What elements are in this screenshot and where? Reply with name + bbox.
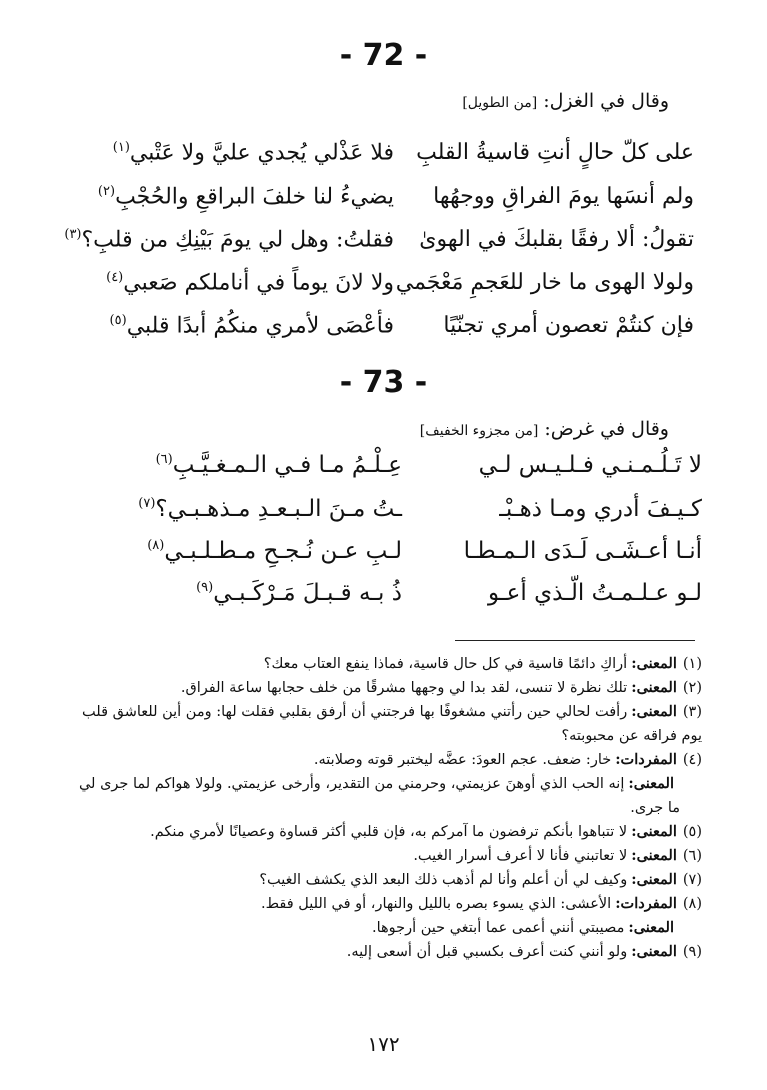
- hemistich-text: لـبِ عـن نُـجـحِ مـطـلـبـي: [164, 538, 402, 564]
- second-hemistich: [194, 580, 402, 606]
- footnote: [72, 820, 702, 844]
- footnote: [72, 868, 702, 892]
- verse-line: [72, 580, 702, 624]
- poem-number-73: - 73 -: [339, 365, 428, 400]
- footnote: [72, 652, 702, 676]
- footnote-key: المعنى:: [631, 847, 677, 864]
- second-hemistich: [111, 140, 394, 165]
- footnote: [72, 916, 702, 940]
- hemistich-text: عِـلْـمُ مـا فـي الـمـغـيَّـبِ: [172, 452, 402, 478]
- footnote-key: المفردات:: [615, 895, 677, 912]
- first-hemistich: كـيـفَ أدري ومـا ذهـبْـ: [499, 496, 702, 522]
- footnote: [72, 940, 702, 964]
- second-hemistich: [96, 184, 394, 209]
- footnote-key: المعنى:: [631, 679, 677, 696]
- footnote-key: المعنى:: [631, 943, 677, 960]
- footnote-key: المعنى:: [628, 775, 674, 792]
- verse-line: [72, 184, 694, 224]
- footnote-key: المعنى:: [628, 919, 674, 936]
- footnote: [72, 892, 702, 916]
- footnote-text: أراكِ دائمًا قاسية في كل حال قاسية، فماذا ينفع العتاب معك؟: [263, 656, 628, 672]
- footnote-text: خار: ضعف. عجم العودَ: عضَّه ليختبر قوته وصلابته.: [313, 752, 612, 768]
- first-hemistich: فإن كنتُمْ تعصون أمري تجنّيًا: [443, 313, 694, 338]
- footnote-marker: (٥): [109, 313, 127, 328]
- second-hemistich: [108, 313, 394, 338]
- footnote-number: (٩): [682, 944, 702, 960]
- intro-text: وقال في الغزل:: [543, 90, 669, 112]
- hemistich-text: فقلتُ: وهل لي يومَ بَيْنِكِ من قلبِ؟: [81, 227, 394, 253]
- second-hemistich: [104, 270, 394, 295]
- first-hemistich: لـو عـلـمـتُ الّـذي أعـو: [488, 580, 702, 606]
- footnote-text: رأفت لحالي حين رأتني مشغوفًا بها فرجتني أن أرفق بقلبي فقلت لها: ومن أين للعاشق قلب يوم فراقه عن محبوبته؟: [82, 704, 702, 744]
- verse-line: [72, 140, 694, 180]
- footnote-number: (٤): [682, 752, 702, 768]
- verse-line: [72, 538, 702, 582]
- hemistich-text: ذُ بـه قـبـلَ مَـرْكَـبـي: [213, 580, 402, 606]
- hemistich-text: فأعْصَى لأمري منكُمُ أبدًا قلبي: [126, 313, 394, 339]
- hemistich-text: ـتُ مـنَ الـبـعـدِ مـذهـبـي؟: [155, 496, 402, 522]
- hemistich-text: يضيءُ لنا خلفَ البراقعِ والحُجْبِ: [115, 184, 394, 210]
- first-hemistich: لا تَـلُـمـنـي فـلـيـس لـي: [478, 452, 702, 478]
- first-hemistich: ولولا الهوى ما خار للعَجمِ مَعْجَمي: [395, 270, 694, 295]
- verse-line: [72, 452, 702, 496]
- footnote-marker: (٢): [97, 184, 116, 199]
- second-hemistich: [154, 452, 402, 478]
- footnote-text: ولو أنني كنت أعرف بكسبي قبل أن أسعى إليه.: [346, 944, 628, 960]
- footnote-number: (١): [682, 656, 702, 672]
- footnote-text: إنه الحب الذي أوهنَ عزيمتي، وحرمني من التقدير، وأرخى عزيمتي. ولولا هواكم لما جرى لي ما جرى.: [78, 776, 680, 816]
- intro-text: وقال في غرض:: [544, 418, 669, 440]
- second-hemistich: [145, 538, 402, 564]
- first-hemistich: على كلّ حالٍ أنتِ قاسيةُ القلبِ: [416, 140, 694, 165]
- first-hemistich: أنـا أعـشَـى لَـدَى الـمـطـا: [463, 538, 702, 564]
- first-hemistich: ولم أنسَها يومَ الفراقِ ووجهُها: [433, 184, 694, 209]
- footnote-marker: (٩): [196, 580, 214, 596]
- poem-number-72: - 72 -: [339, 38, 428, 73]
- footnote-number: (٥): [682, 824, 702, 840]
- footnote-marker: (٨): [147, 538, 165, 554]
- footnote: [72, 700, 702, 748]
- footnotes: [72, 652, 702, 964]
- footnote-marker: (٤): [106, 270, 124, 285]
- footnote: [72, 844, 702, 868]
- footnote-text: الأعشى: الذي يسوء بصره بالليل والنهار، أو في الليل فقط.: [261, 896, 612, 912]
- hemistich-text: ولا لانَ يوماً في أناملكم صَعبي: [123, 270, 394, 296]
- verse-line: [72, 270, 694, 310]
- footnote-text: وكيف لي أن أعلم وأنا لم أذهب ذلك البعد الذي يكشف الغيب؟: [259, 872, 628, 888]
- footnote: [72, 772, 702, 820]
- footnote-key: المعنى:: [631, 655, 677, 672]
- footnote-key: المعنى:: [631, 871, 677, 888]
- footnote-key: المعنى:: [631, 823, 677, 840]
- footnote-key: المفردات:: [615, 751, 677, 768]
- first-hemistich: تقولُ: ألا رفقًا بقلبكَ في الهوىٰ: [419, 227, 694, 252]
- verse-line: [72, 496, 702, 540]
- footnote-number: (٦): [682, 848, 702, 864]
- footnote-marker: (٣): [64, 227, 82, 242]
- poem-intro-73: [420, 418, 669, 440]
- verse-line: [72, 313, 694, 353]
- footnote-key: المعنى:: [631, 703, 677, 720]
- verse-line: [64, 227, 694, 267]
- second-hemistich: [136, 496, 402, 522]
- meter-label: [من مجزوء الخفيف]: [419, 423, 539, 439]
- footnote-number: (٣): [682, 704, 702, 720]
- footnote-text: تلك نظرة لا تنسى، لقد بدا لي وجهها مشرقًا من خلف حجابها ساعة الفراق.: [180, 680, 628, 696]
- meter-label: [من الطويل]: [462, 95, 538, 111]
- hemistich-text: فلا عَذْلي يُجدي عليَّ ولا عَتْبي: [129, 140, 394, 166]
- footnote-number: (٧): [682, 872, 702, 888]
- footnote: [72, 748, 702, 772]
- footnote-number: (٢): [682, 680, 702, 696]
- footnote-text: لا تتباهوا بأنكم ترفضون ما آمركم به، فإن قلبي أكثر قساوة وعصيانًا لأمري منكم.: [150, 824, 628, 840]
- poem-intro-72: [462, 90, 669, 112]
- second-hemistich: [62, 227, 394, 252]
- footnote-text: مصيبتي أنني أعمى عما أبتغي حين أرجوها.: [371, 920, 625, 936]
- page-number: ١٧٢: [367, 1032, 400, 1056]
- footnote-marker: (١): [112, 140, 130, 155]
- footnote-separator: [455, 640, 695, 641]
- footnote: [72, 676, 702, 700]
- footnote-marker: (٦): [155, 452, 173, 468]
- footnote-number: (٨): [682, 896, 702, 912]
- footnote-text: لا تعاتبني فأنا لا أعرف أسرار الغيب.: [413, 848, 628, 864]
- footnote-marker: (٧): [138, 496, 156, 512]
